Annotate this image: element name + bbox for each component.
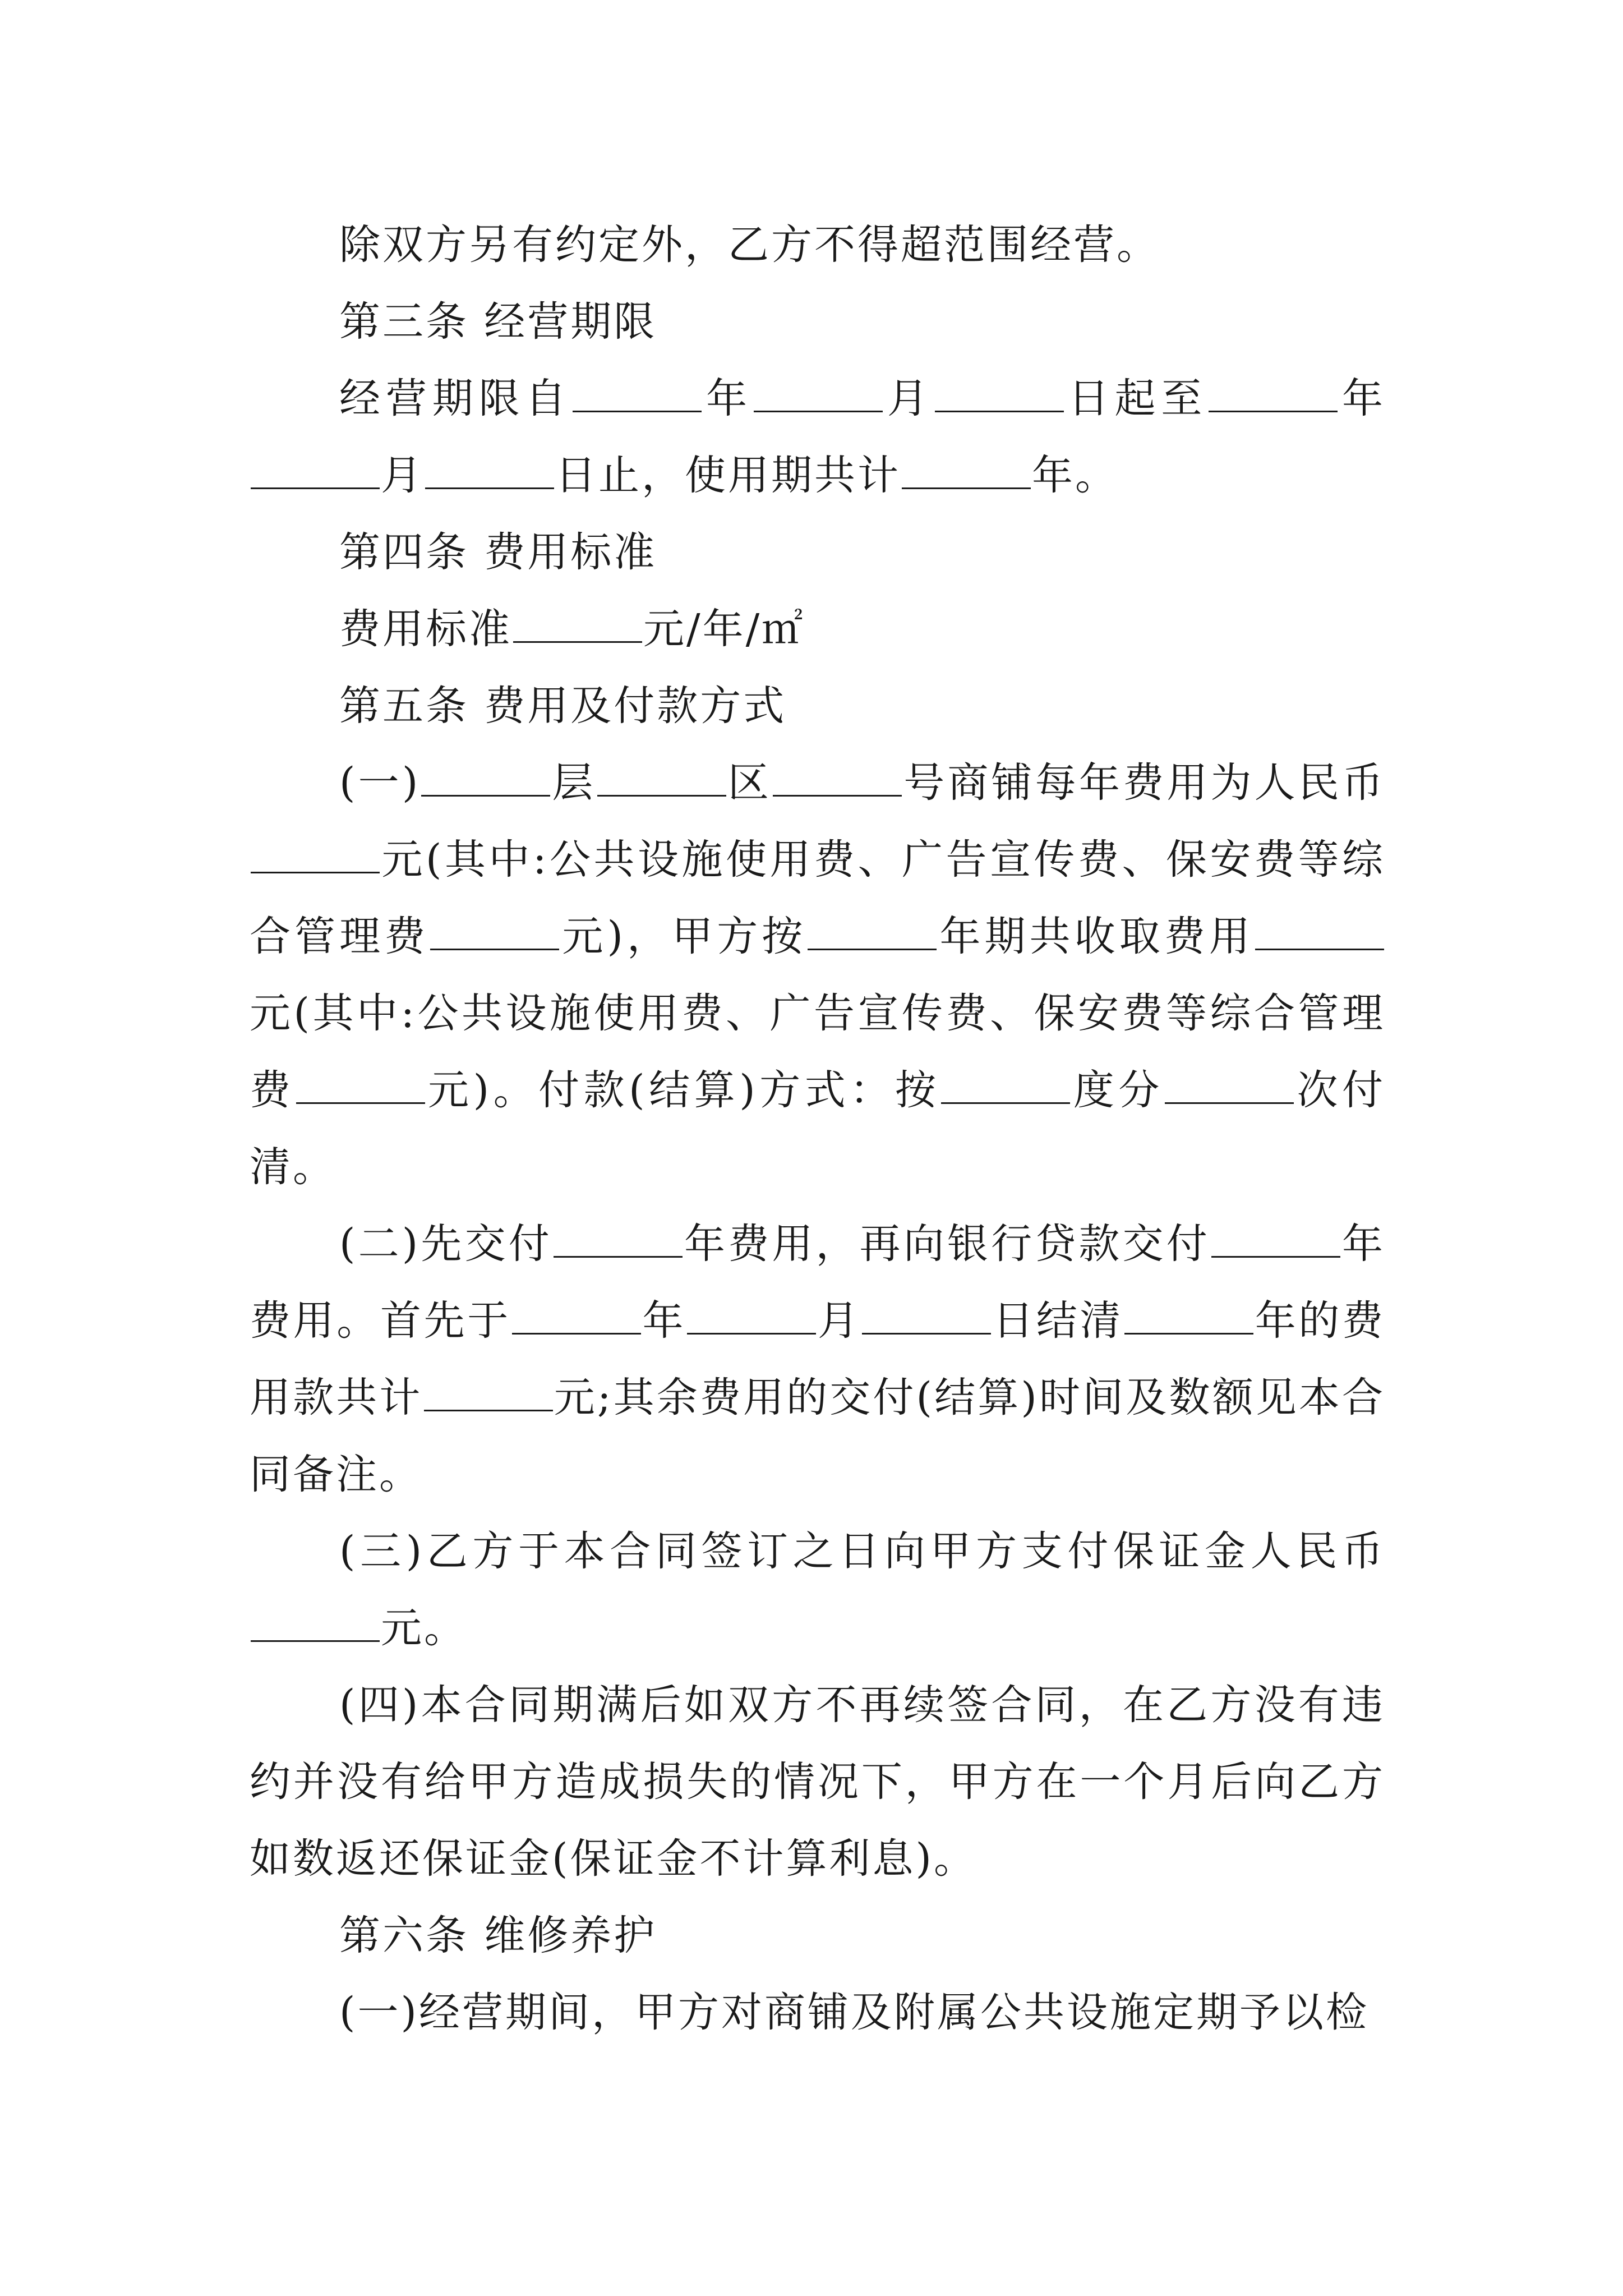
blank-field[interactable] — [1209, 376, 1338, 412]
article-6-heading: 第六条 维修养护 — [339, 1912, 657, 1959]
blank-field[interactable] — [296, 1068, 425, 1104]
article-3-heading: 第三条 经营期限 — [339, 298, 657, 346]
blank-field[interactable] — [1124, 1298, 1253, 1335]
blank-field[interactable] — [1165, 1068, 1294, 1104]
blank-field[interactable] — [935, 376, 1064, 412]
blank-field[interactable] — [773, 760, 902, 797]
article-5-heading: 第五条 费用及付款方式 — [339, 682, 787, 730]
article-4-heading: 第四条 费用标准 — [339, 528, 657, 576]
document-body — [250, 206, 1385, 2051]
blank-field[interactable] — [573, 376, 702, 412]
paragraph-business-term: 经营期限自 年 月 日起至 年月 日止，使用期共计 年。 — [250, 360, 1385, 514]
blank-field[interactable] — [251, 1605, 380, 1642]
blank-field[interactable] — [421, 760, 550, 797]
paragraph-scope-restriction: 除双方另有约定外，乙方不得超范围经营。 — [339, 221, 1160, 269]
blank-field[interactable] — [862, 1298, 991, 1335]
paragraph-fee-standard: 费用标准 元/年/㎡ — [339, 605, 805, 653]
blank-field[interactable] — [1211, 1221, 1340, 1258]
blank-field[interactable] — [902, 453, 1031, 489]
paragraph-fee-clause-2: (二)先交付 年费用，再向银行贷款交付 年费用。首先于 年 月 日结清 年的费用款共计 元;其余费用的交付(结算)时间及数额见本合同备注。 — [250, 1220, 1386, 1498]
blank-field[interactable] — [251, 453, 380, 489]
blank-field[interactable] — [251, 837, 380, 873]
paragraph-maintenance-clause-1: (一)经营期间，甲方对商铺及附属公共设施定期予以检 — [339, 1989, 1369, 2036]
blank-field[interactable] — [808, 914, 937, 950]
blank-field[interactable] — [425, 453, 554, 489]
blank-field[interactable] — [597, 760, 726, 797]
blank-field[interactable] — [754, 376, 883, 412]
blank-field[interactable] — [424, 1375, 553, 1411]
blank-field[interactable] — [1255, 914, 1384, 950]
blank-field[interactable] — [554, 1221, 683, 1258]
blank-field[interactable] — [512, 1298, 641, 1335]
paragraph-fee-clause-1: (一) 层 区 号商铺每年费用为人民币元(其中:公共设施使用费、广告宣传费、保安费等综合管理费 元)，甲方按 年期共收取费用元(其中:公共设施使用费、广告宣传费、保安费等综合管理费 元)。付款(结算)方式：按 度分 次付清。 — [250, 759, 1386, 1191]
paragraph-fee-clause-4: (四)本合同期满后如双方不再续签合同，在乙方没有违约并没有给甲方造成损失的情况下，甲方在一个月后向乙方如数返还保证金(保证金不计算利息)。 — [250, 1681, 1385, 1883]
blank-field[interactable] — [687, 1298, 816, 1335]
blank-field[interactable] — [941, 1068, 1070, 1104]
blank-field[interactable] — [513, 606, 642, 643]
blank-field[interactable] — [430, 914, 559, 950]
paragraph-fee-clause-3: (三)乙方于本合同签订之日向甲方支付保证金人民币元。 — [250, 1513, 1385, 1667]
